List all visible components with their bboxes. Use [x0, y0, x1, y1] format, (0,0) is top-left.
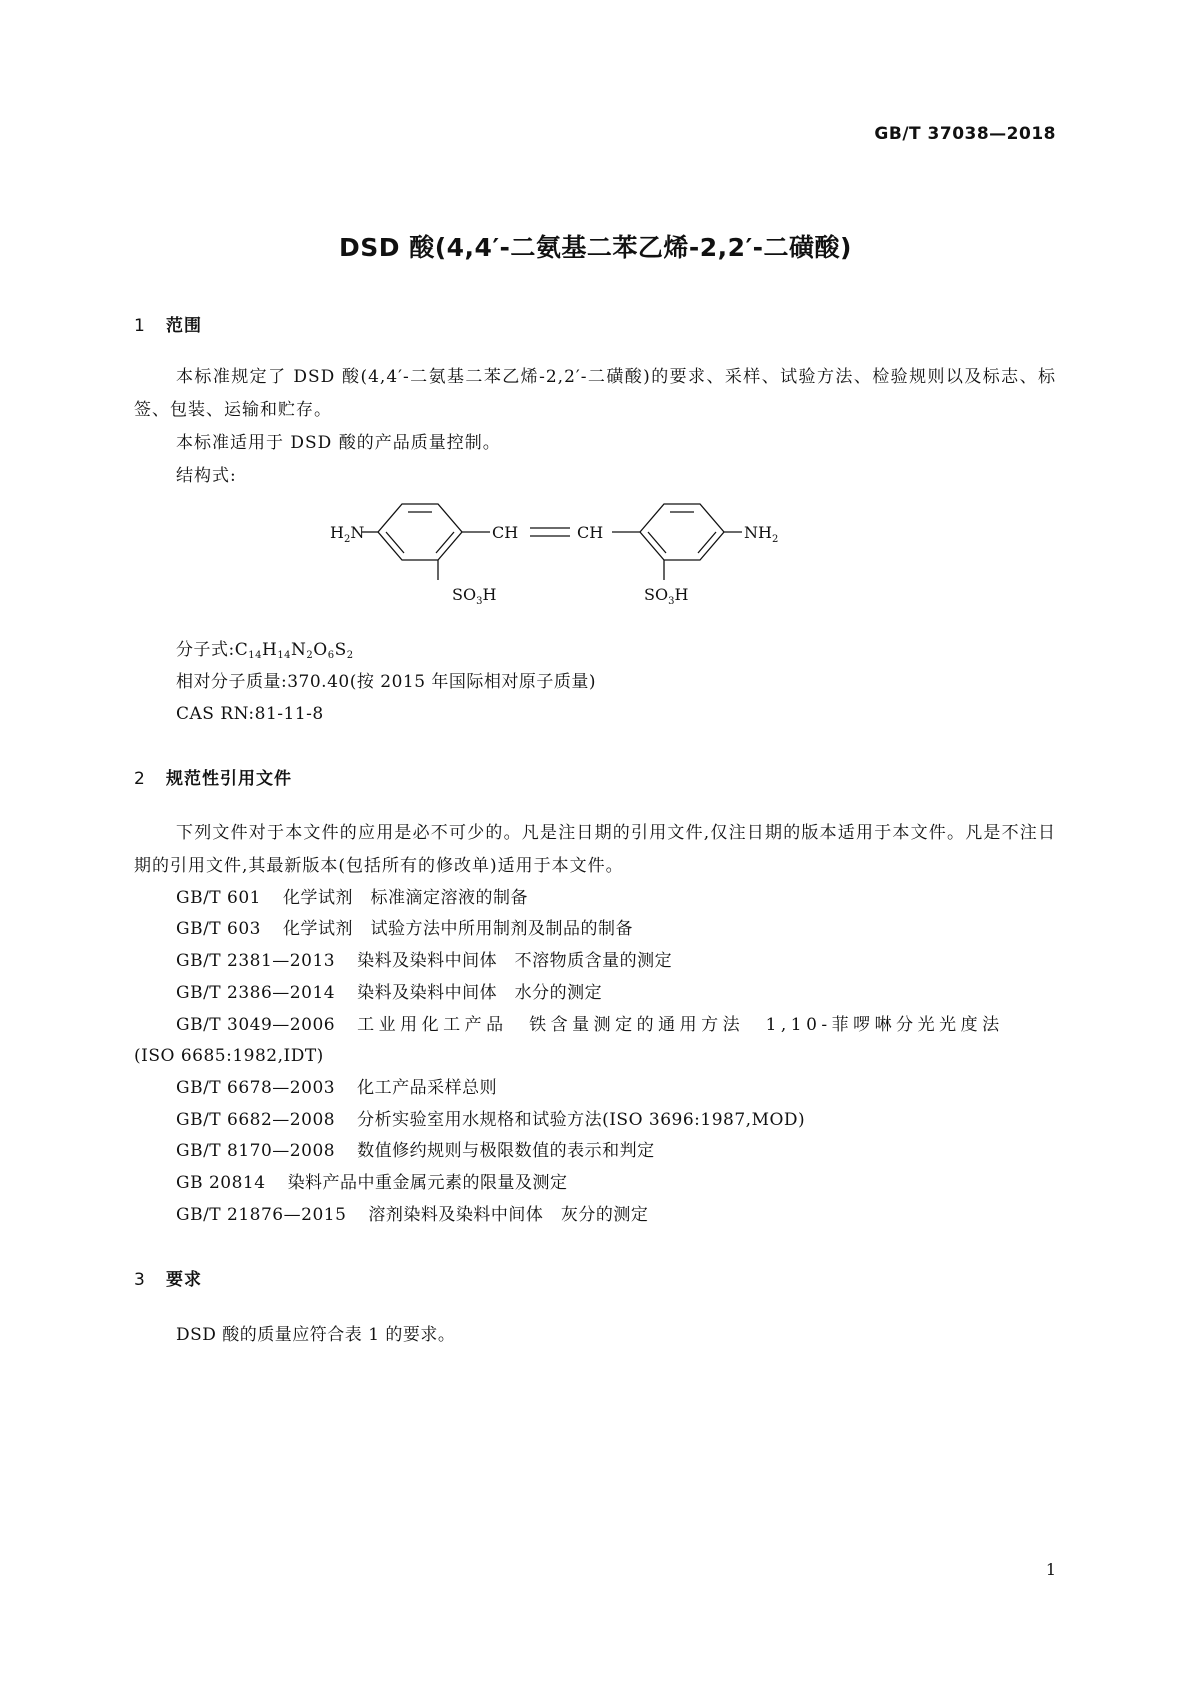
- reference-item: [176, 1009, 1004, 1042]
- reference-code: GB/T 2386—2014: [176, 983, 336, 1003]
- reference-item: [176, 945, 672, 978]
- structural-formula: [330, 500, 800, 620]
- formula-n: N: [291, 640, 307, 660]
- formula-label: 分子式:: [176, 640, 235, 660]
- section-3-number: 3: [134, 1270, 146, 1290]
- reference-code: GB/T 3049—2006: [176, 1015, 336, 1035]
- section-2-heading: [134, 764, 292, 789]
- ch-left-label: CH: [492, 523, 519, 542]
- reference-item: [176, 1167, 568, 1200]
- section-1-number: 1: [134, 316, 146, 336]
- reference-title: 溶剂染料及染料中间体 灰分的测定: [368, 1205, 649, 1225]
- formula-c: C: [234, 640, 249, 660]
- formula-c-count: 14: [248, 650, 262, 661]
- reference-code: GB/T 6682—2008: [176, 1110, 336, 1130]
- reference-title: 染料及染料中间体 水分的测定: [357, 983, 603, 1003]
- reference-title: 染料及染料中间体 不溶物质含量的测定: [357, 951, 673, 971]
- right-so3h-label: $SO_3H$: [644, 585, 689, 607]
- formula-s-count: 2: [346, 650, 354, 661]
- reference-item: [176, 913, 633, 946]
- references-intro-paragraph: 下列文件对于本文件的应用是必不可少的。凡是注日期的引用文件,仅注日期的版本适用于本文件。凡是不注日期的引用文件,其最新版本(包括所有的修改单)适用于本文件。: [134, 823, 1056, 876]
- ch-right-label: CH: [577, 523, 604, 542]
- section-3-heading: [134, 1265, 202, 1290]
- page-number: 1: [1045, 1560, 1056, 1579]
- left-so3h-label: $SO_3H$: [452, 585, 497, 607]
- section-2-title: 规范性引用文件: [166, 769, 292, 789]
- reference-item: [176, 1199, 648, 1232]
- formula-o: O: [313, 640, 328, 660]
- structure-label: 结构式:: [176, 466, 237, 486]
- reference-continuation: (ISO 6685:1982,IDT): [134, 1046, 324, 1066]
- document-title: DSD 酸(4,4′-二氨基二苯乙烯-2,2′-二磺酸): [339, 233, 852, 262]
- reference-item: [176, 1072, 497, 1105]
- cas-number: CAS RN:81-11-8: [176, 704, 324, 724]
- reference-title: 染料产品中重金属元素的限量及测定: [287, 1173, 568, 1193]
- reference-item: [176, 882, 528, 915]
- scope-paragraph-2: 本标准适用于 DSD 酸的产品质量控制。: [176, 433, 501, 453]
- reference-title: 化工产品采样总则: [357, 1078, 498, 1098]
- left-amine-label: $H_2N$: [330, 523, 365, 545]
- reference-code: GB/T 601: [176, 888, 261, 908]
- formula-s: S: [334, 640, 347, 660]
- reference-item: [176, 1135, 655, 1168]
- molecular-mass: 相对分子质量:370.40(按 2015 年国际相对原子质量): [176, 672, 597, 692]
- reference-title: 化学试剂 标准滴定溶液的制备: [283, 888, 528, 908]
- reference-title: 工业用化工产品 铁含量测定的通用方法 1,10-菲啰啉分光光度法: [357, 1015, 1004, 1035]
- section-2-number: 2: [134, 769, 146, 789]
- reference-code: GB/T 6678—2003: [176, 1078, 336, 1098]
- scope-paragraph-1: 本标准规定了 DSD 酸(4,4′-二氨基二苯乙烯-2,2′-二磺酸)的要求、采样、试验方法、检验规则以及标志、标签、包装、运输和贮存。: [134, 367, 1056, 420]
- section-1-heading: [134, 311, 202, 336]
- section-3-title: 要求: [166, 1270, 202, 1290]
- section-1-title: 范围: [166, 316, 202, 336]
- reference-item: [176, 1104, 805, 1137]
- reference-code: GB 20814: [176, 1173, 266, 1193]
- right-amine-label: $NH_2$: [744, 523, 779, 545]
- standard-code: GB/T 37038—2018: [874, 124, 1056, 144]
- formula-h-count: 14: [277, 650, 292, 661]
- reference-title: 数值修约规则与极限数值的表示和判定: [357, 1141, 655, 1161]
- formula-o-count: 6: [327, 650, 335, 661]
- formula-h: H: [261, 640, 278, 660]
- reference-code: GB/T 21876—2015: [176, 1205, 347, 1225]
- reference-item: [176, 977, 602, 1010]
- reference-code: GB/T 2381—2013: [176, 951, 336, 971]
- reference-title: 化学试剂 试验方法中所用制剂及制品的制备: [283, 919, 633, 939]
- formula-n-count: 2: [306, 650, 314, 661]
- reference-title: 分析实验室用水规格和试验方法(ISO 3696:1987,MOD): [357, 1110, 806, 1130]
- reference-code: GB/T 8170—2008: [176, 1141, 336, 1161]
- requirements-paragraph: DSD 酸的质量应符合表 1 的要求。: [176, 1325, 456, 1345]
- reference-code: GB/T 603: [176, 919, 261, 939]
